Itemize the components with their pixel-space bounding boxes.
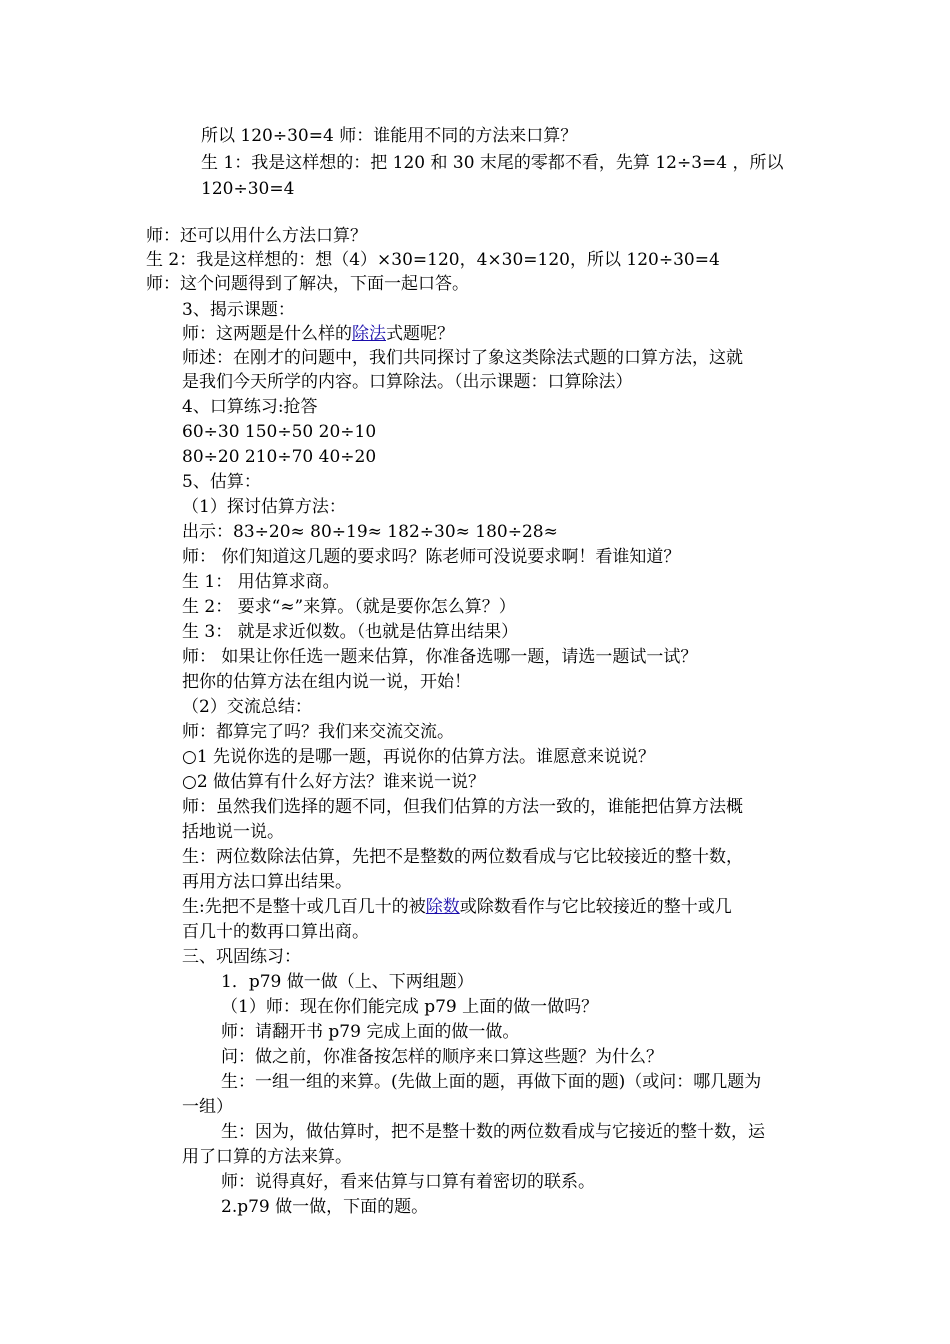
- text-line: 生 2： 要求“≈”来算。（就是要你怎么算？）: [182, 597, 516, 617]
- text-line: 是我们今天所学的内容。口算除法。（出示课题：口算除法）: [182, 372, 633, 392]
- text-line: [182, 322, 454, 346]
- text-line: 括地说一说。: [182, 822, 284, 842]
- text-line: 生：两位数除法估算，先把不是整数的两位数看成与它比较接近的整十数，: [182, 847, 743, 867]
- text-line: 师：说得真好，看来估算与口算有着密切的联系。: [221, 1172, 595, 1192]
- division-link[interactable]: 除法: [352, 324, 386, 344]
- text-line: 师：请翻开书 p79 完成上面的做一做。: [221, 1022, 520, 1042]
- list-item: ○2 做估算有什么好方法？谁来说一说？: [182, 772, 486, 792]
- text-line: 一组）: [182, 1097, 233, 1117]
- text-segment: 或除数看作与它比较接近的整十或几: [459, 897, 732, 917]
- text-line: 生 1： 用估算求商。: [182, 572, 340, 592]
- text-line: 问：做之前，你准备按怎样的顺序来口算这些题？为什么？: [221, 1047, 663, 1067]
- list-item: ○1 先说你选的是哪一题，再说你的估算方法。谁愿意来说说？: [182, 747, 656, 767]
- section-heading: 3、揭示课题：: [182, 300, 295, 320]
- text-line: 师：都算完了吗？我们来交流交流。: [182, 722, 454, 742]
- text-line: 生 3： 就是求近似数。（也就是估算出结果）: [182, 622, 519, 642]
- text-line: 80÷20 210÷70 40÷20: [182, 447, 377, 467]
- text-line: 师：这个问题得到了解决，下面一起口答。: [146, 274, 469, 294]
- text-line: 出示：83÷20≈ 80÷19≈ 182÷30≈ 180÷28≈: [182, 522, 558, 542]
- section-heading: 5、估算：: [182, 472, 261, 492]
- text-line: 师：还可以用什么方法口算？: [146, 226, 367, 246]
- text-segment: 师：这两题是什么样的: [182, 324, 352, 344]
- text-segment: 生:先把不是整十或几百几十的被: [182, 897, 426, 917]
- text-line: 师： 如果让你任选一题来估算，你准备选哪一题，请选一题试一试？: [182, 647, 698, 667]
- section-heading: 4、口算练习:抢答: [182, 397, 318, 417]
- text-line: 1．p79 做一做（上、下两组题）: [221, 972, 474, 992]
- text-line: 所以 120÷30=4 师：谁能用不同的方法来口算？: [201, 126, 578, 146]
- text-line: [182, 895, 732, 919]
- text-line: 2.p79 做一做，下面的题。: [221, 1197, 429, 1217]
- text-line: 生：一组一组的来算。(先做上面的题，再做下面的题)（或问：哪几题为: [221, 1072, 762, 1092]
- text-line: 用了口算的方法来算。: [182, 1147, 352, 1167]
- text-line: 师：虽然我们选择的题不同，但我们估算的方法一致的，谁能把估算方法概: [182, 797, 743, 817]
- text-line: 120÷30=4: [201, 179, 295, 199]
- text-line: 生：因为，做估算时，把不是整十数的两位数看成与它接近的整十数，运: [221, 1122, 765, 1142]
- text-line: （1）师：现在你们能完成 p79 上面的做一做吗？: [221, 997, 599, 1017]
- text-segment: 式题呢？: [386, 324, 454, 344]
- text-line: 60÷30 150÷50 20÷10: [182, 422, 377, 442]
- dividend-link[interactable]: 除数: [425, 897, 460, 917]
- text-line: （1）探讨估算方法：: [182, 497, 346, 517]
- text-line: 再用方法口算出结果。: [182, 872, 352, 892]
- text-line: 把你的估算方法在组内说一说，开始！: [182, 672, 471, 692]
- text-line: 师述：在刚才的问题中，我们共同探讨了象这类除法式题的口算方法，这就: [182, 348, 743, 368]
- text-line: 百几十的数再口算出商。: [182, 922, 369, 942]
- text-line: 师： 你们知道这几题的要求吗？陈老师可没说要求啊！看谁知道？: [182, 547, 681, 567]
- text-line: 生 1：我是这样想的：把 120 和 30 末尾的零都不看，先算 12÷3=4 ，所以: [201, 153, 784, 173]
- text-line: （2）交流总结：: [182, 697, 312, 717]
- section-heading: 三、巩固练习：: [182, 947, 301, 967]
- text-line: 生 2：我是这样想的：想（4）×30=120，4×30=120，所以 120÷30=4: [146, 250, 720, 270]
